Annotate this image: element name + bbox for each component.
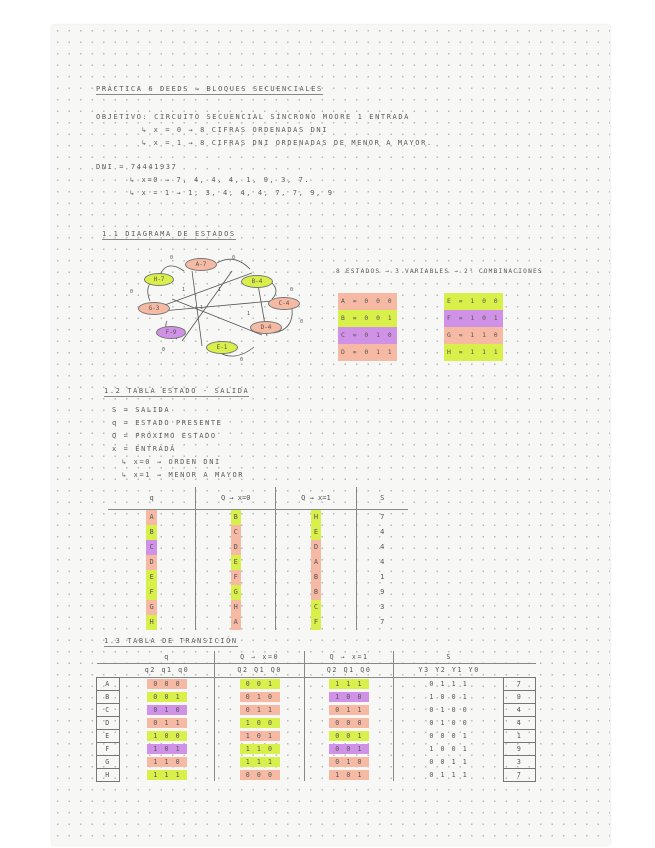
transition-cell bbox=[394, 729, 504, 742]
svg-text:0: 0 bbox=[240, 357, 244, 363]
state-output-cell bbox=[356, 615, 408, 630]
transition-cell bbox=[304, 716, 393, 729]
transition-cell bbox=[304, 677, 393, 690]
transition-cell bbox=[504, 755, 536, 768]
transition-cell bbox=[97, 729, 120, 742]
cell-s: 4 bbox=[380, 557, 385, 566]
cell-q-x0-bits: 0 0 1 bbox=[240, 679, 280, 689]
cell-q-x0-bits: 0 0 0 bbox=[240, 770, 280, 780]
legend-x1: ↳ x=1 → MENOR A MAYOR bbox=[122, 471, 245, 479]
objective-line-2: ↳ x = 0 → 8 CIFRAS ORDENADAS DNI bbox=[142, 126, 329, 134]
cell-q-x1: E bbox=[311, 525, 321, 540]
transition-cell bbox=[304, 729, 393, 742]
state-label: B bbox=[105, 692, 111, 701]
cell-s-bits: 0 0 1 1 bbox=[429, 757, 469, 766]
cell-q-x1: B bbox=[311, 585, 321, 600]
state-output-row bbox=[108, 525, 408, 540]
cell-q-x0: F bbox=[231, 570, 241, 585]
transition-cell bbox=[215, 742, 304, 755]
cell-q-x1-bits: 0 0 1 bbox=[329, 744, 369, 754]
state-label: C bbox=[105, 705, 111, 714]
header-q: q bbox=[149, 493, 154, 502]
cell-q-x1: A bbox=[311, 555, 321, 570]
cell-q-x0-bits: 0 1 1 bbox=[240, 705, 280, 715]
svg-text:0: 0 bbox=[170, 255, 174, 261]
svg-text:0: 0 bbox=[162, 347, 166, 353]
cell-decimal: 7 bbox=[516, 679, 523, 688]
transition-cell bbox=[97, 716, 120, 729]
transition-cell bbox=[215, 729, 304, 742]
cell-q-bits: 1 1 0 bbox=[147, 757, 187, 767]
code-c: C = 0 1 0 bbox=[338, 327, 397, 344]
cell-q-x1: F bbox=[311, 615, 321, 630]
section-1-1-title: 1.1 DIAGRAMA DE ESTADOS bbox=[102, 230, 236, 238]
transition-cell bbox=[97, 677, 120, 690]
cell-s: 1 bbox=[380, 572, 385, 581]
page-title: PRÁCTICA 6 DEEDS → BLOQUES SECUENCIALES bbox=[96, 85, 323, 93]
cell-q: F bbox=[146, 585, 156, 600]
transition-cell bbox=[97, 742, 120, 755]
state-output-cell bbox=[356, 525, 408, 540]
header-s: S bbox=[356, 487, 408, 509]
header-q-x0: Q → x=0 bbox=[196, 487, 276, 509]
cell-q-bits: 0 0 0 bbox=[147, 679, 187, 689]
transition-cell bbox=[120, 768, 215, 781]
section-1-3-title: 1.3 TABLA DE TRANSICIÓN bbox=[104, 637, 238, 645]
state-node-f: F-9 bbox=[156, 326, 186, 339]
cell-q: D bbox=[146, 555, 156, 570]
state-output-cell bbox=[356, 570, 408, 585]
transition-cell bbox=[120, 690, 215, 703]
variables-note: 8 ESTADOS → 3 VARIABLES → 2³ COMBINACIONES bbox=[336, 268, 543, 275]
cell-q-x0: H bbox=[231, 600, 241, 615]
transition-cell bbox=[304, 742, 393, 755]
state-node-d: D-4 bbox=[250, 321, 282, 334]
cell-q-x0-bits: 1 0 0 bbox=[240, 718, 280, 728]
cell-decimal: 9 bbox=[516, 692, 523, 701]
state-label: H bbox=[105, 770, 111, 779]
cell-s-bits: 0 1 1 1 bbox=[429, 770, 469, 779]
state-label: D bbox=[105, 718, 111, 727]
transition-cell bbox=[304, 703, 393, 716]
state-label: G bbox=[105, 757, 111, 766]
transition-cell bbox=[394, 703, 504, 716]
transition-cell bbox=[120, 742, 215, 755]
transition-cell bbox=[304, 690, 393, 703]
transition-row bbox=[97, 690, 536, 703]
cell-s: 7 bbox=[380, 512, 385, 521]
cell-s-bits: 0 1 1 1 bbox=[429, 679, 469, 688]
group-header-q-x0: Q → x=0 bbox=[215, 651, 304, 663]
transition-row bbox=[97, 677, 536, 690]
code-e: E = 1 0 0 bbox=[444, 293, 503, 310]
transition-row bbox=[97, 755, 536, 768]
state-output-cell bbox=[196, 585, 276, 600]
state-output-cell bbox=[356, 585, 408, 600]
cell-s-bits: 1 0 0 1 bbox=[429, 692, 469, 701]
svg-text:1: 1 bbox=[200, 305, 204, 311]
transition-cell bbox=[394, 768, 504, 781]
cell-q-bits: 0 1 0 bbox=[147, 705, 187, 715]
transition-table bbox=[96, 651, 536, 782]
state-output-cell bbox=[108, 585, 196, 600]
state-label: F bbox=[105, 744, 111, 753]
dni-line-3: ↳ x = 1 → 1, 3, 4, 4, 4, 7, 7, 9, 9 bbox=[130, 189, 334, 197]
transition-cell bbox=[215, 677, 304, 690]
transition-cell bbox=[97, 755, 120, 768]
cell-q: G bbox=[146, 600, 156, 615]
code-h: H = 1 1 1 bbox=[444, 344, 503, 361]
cell-s: 3 bbox=[380, 602, 385, 611]
group-header-q: q bbox=[164, 652, 170, 661]
cell-q-x0: G bbox=[231, 585, 241, 600]
state-output-cell bbox=[276, 615, 356, 630]
cell-q-bits: 1 1 1 bbox=[147, 770, 187, 780]
cell-q-x1-bits: 0 1 0 bbox=[329, 757, 369, 767]
state-node-c: C-4 bbox=[268, 297, 300, 310]
cell-q-bits: 0 0 1 bbox=[147, 692, 187, 702]
sub-header-s: Y3 Y2 Y1 Y0 bbox=[394, 663, 504, 677]
state-output-cell bbox=[196, 615, 276, 630]
code-d: D = 0 1 1 bbox=[338, 344, 397, 361]
cell-q-bits: 1 0 1 bbox=[147, 744, 187, 754]
transition-cell bbox=[215, 716, 304, 729]
transition-cell bbox=[504, 677, 536, 690]
state-output-cell bbox=[196, 509, 276, 525]
state-output-cell bbox=[276, 540, 356, 555]
transition-cell bbox=[394, 677, 504, 690]
cell-q-x0: C bbox=[231, 525, 241, 540]
state-output-cell bbox=[108, 600, 196, 615]
cell-q-x1: C bbox=[311, 600, 321, 615]
cell-q-x0: B bbox=[231, 510, 241, 525]
cell-s-bits: 0 1 0 0 bbox=[429, 705, 469, 714]
cell-q: E bbox=[146, 570, 156, 585]
transition-cell bbox=[215, 768, 304, 781]
cell-q-x1-bits: 1 0 0 bbox=[329, 692, 369, 702]
cell-q-x0: D bbox=[231, 540, 241, 555]
cell-q-x1: D bbox=[311, 540, 321, 555]
section-1-2-title: 1.2 TABLA ESTADO - SALIDA bbox=[104, 387, 250, 395]
sub-header-q-x1: Q2 Q1 Q0 bbox=[304, 663, 393, 677]
sub-header-q-x0: Q2 Q1 Q0 bbox=[215, 663, 304, 677]
cell-q-x1: H bbox=[311, 510, 321, 525]
transition-cell bbox=[504, 729, 536, 742]
notebook-page bbox=[52, 25, 610, 845]
legend-x0: ↳ x=0 → ORDEN DNI bbox=[122, 458, 221, 466]
transition-cell bbox=[215, 703, 304, 716]
state-output-cell bbox=[196, 555, 276, 570]
cell-decimal: 9 bbox=[516, 744, 523, 753]
svg-text:1: 1 bbox=[182, 287, 186, 293]
state-output-cell bbox=[196, 570, 276, 585]
transition-cell bbox=[304, 755, 393, 768]
state-output-cell bbox=[356, 509, 408, 525]
state-output-row bbox=[108, 615, 408, 630]
state-output-cell bbox=[108, 615, 196, 630]
state-output-cell bbox=[276, 585, 356, 600]
state-output-cell bbox=[108, 509, 196, 525]
transition-cell bbox=[504, 768, 536, 781]
cell-q-x1-bits: 0 0 0 bbox=[329, 718, 369, 728]
state-output-row bbox=[108, 570, 408, 585]
state-output-cell bbox=[108, 540, 196, 555]
state-output-cell bbox=[276, 600, 356, 615]
cell-q-x1-bits: 1 0 1 bbox=[329, 770, 369, 780]
transition-cell bbox=[504, 716, 536, 729]
cell-q-x0-bits: 1 0 1 bbox=[240, 731, 280, 741]
sub-header-q: q2 q1 q0 bbox=[144, 666, 190, 674]
cell-q-x0: E bbox=[231, 555, 241, 570]
cell-q-bits: 1 0 0 bbox=[147, 731, 187, 741]
svg-text:0: 0 bbox=[300, 319, 304, 325]
transition-row bbox=[97, 768, 536, 781]
cell-q-x1: B bbox=[311, 570, 321, 585]
cell-q: H bbox=[146, 615, 156, 630]
cell-q-x0-bits: 0 1 0 bbox=[240, 692, 280, 702]
transition-cell bbox=[97, 768, 120, 781]
code-f: F = 1 0 1 bbox=[444, 310, 503, 327]
cell-q-x1-bits: 1 1 1 bbox=[329, 679, 369, 689]
state-output-cell bbox=[108, 555, 196, 570]
legend-s: S = SALIDA bbox=[112, 406, 171, 414]
cell-decimal: 4 bbox=[516, 705, 523, 714]
cell-s-bits: 0 1 0 0 bbox=[429, 718, 469, 727]
cell-q-x0-bits: 1 1 1 bbox=[240, 757, 280, 767]
transition-cell bbox=[97, 703, 120, 716]
cell-s: 4 bbox=[380, 542, 385, 551]
svg-text:0: 0 bbox=[232, 255, 236, 261]
svg-text:0: 0 bbox=[130, 289, 134, 295]
state-node-g: G-3 bbox=[138, 302, 170, 315]
transition-cell bbox=[120, 677, 215, 690]
state-output-row bbox=[108, 555, 408, 570]
transition-cell bbox=[504, 690, 536, 703]
group-header-q-x1: Q → x=1 bbox=[304, 651, 393, 663]
cell-s: 9 bbox=[380, 587, 385, 596]
code-a: A = 0 0 0 bbox=[338, 293, 397, 310]
cell-q-x0: A bbox=[231, 615, 241, 630]
svg-text:1: 1 bbox=[247, 311, 251, 317]
transition-cell bbox=[97, 690, 120, 703]
transition-cell bbox=[215, 755, 304, 768]
transition-row bbox=[97, 729, 536, 742]
svg-text:1: 1 bbox=[218, 287, 222, 293]
state-output-row bbox=[108, 600, 408, 615]
cell-q: A bbox=[146, 510, 156, 525]
transition-row bbox=[97, 703, 536, 716]
state-node-e: E-1 bbox=[206, 341, 238, 354]
header-q-x1: Q → x=1 bbox=[276, 487, 356, 509]
dni-line-1: DNI = 74441937 bbox=[96, 163, 178, 171]
state-output-cell bbox=[196, 540, 276, 555]
state-output-cell bbox=[108, 525, 196, 540]
cell-q: B bbox=[146, 525, 156, 540]
legend-next-q: Q = PRÓXIMO ESTADO bbox=[112, 432, 217, 440]
dni-line-2: ↳ x=0 → 7, 4, 4, 4, 1, 9, 3, 7. bbox=[130, 176, 311, 184]
state-node-b: B-4 bbox=[241, 275, 273, 288]
state-output-cell bbox=[276, 509, 356, 525]
objective-line-1: OBJETIVO: CIRCUITO SECUENCIAL SÍNCRONO MOORE 1 ENTRADA bbox=[96, 113, 410, 121]
transition-cell bbox=[120, 716, 215, 729]
cell-decimal: 1 bbox=[516, 731, 523, 740]
transition-cell bbox=[504, 703, 536, 716]
cell-q-x0-bits: 1 1 0 bbox=[240, 744, 280, 754]
legend-q: q = ESTADO PRESENTE bbox=[112, 419, 223, 427]
cell-s-bits: 0 0 0 1 bbox=[429, 731, 469, 740]
transition-cell bbox=[304, 768, 393, 781]
transition-row bbox=[97, 716, 536, 729]
state-label: A bbox=[105, 679, 111, 688]
state-output-cell bbox=[276, 570, 356, 585]
svg-text:0: 0 bbox=[290, 287, 294, 293]
state-output-row bbox=[108, 509, 408, 525]
code-b: B = 0 0 1 bbox=[338, 310, 397, 327]
transition-cell bbox=[120, 755, 215, 768]
cell-q-x1-bits: 0 0 1 bbox=[329, 731, 369, 741]
cell-decimal: 3 bbox=[516, 757, 523, 766]
state-output-table bbox=[108, 487, 408, 630]
objective-line-3: ↳ x = 1 → 8 CIFRAS DNI ORDENADAS DE MENOR A MAYOR. bbox=[142, 139, 433, 147]
state-node-a: A-7 bbox=[185, 258, 217, 271]
state-output-cell bbox=[356, 540, 408, 555]
cell-s-bits: 1 0 0 1 bbox=[429, 744, 469, 753]
cell-decimal: 7 bbox=[516, 770, 523, 779]
transition-cell bbox=[120, 729, 215, 742]
legend-x: x = ENTRADA bbox=[112, 445, 176, 453]
state-codes-right bbox=[444, 293, 503, 361]
transition-cell bbox=[394, 755, 504, 768]
state-output-cell bbox=[356, 600, 408, 615]
state-output-cell bbox=[276, 555, 356, 570]
transition-cell bbox=[394, 690, 504, 703]
state-output-row bbox=[108, 540, 408, 555]
state-node-h: H-7 bbox=[144, 273, 174, 286]
state-output-cell bbox=[196, 525, 276, 540]
state-output-row bbox=[108, 585, 408, 600]
transition-cell bbox=[394, 742, 504, 755]
cell-s: 7 bbox=[380, 617, 385, 626]
transition-row bbox=[97, 742, 536, 755]
cell-decimal: 4 bbox=[516, 718, 523, 727]
cell-q: C bbox=[146, 540, 156, 555]
transition-cell bbox=[504, 742, 536, 755]
state-output-cell bbox=[108, 570, 196, 585]
cell-s: 4 bbox=[380, 527, 385, 536]
state-output-cell bbox=[276, 525, 356, 540]
cell-q-bits: 0 1 1 bbox=[147, 718, 187, 728]
group-header-s: S bbox=[394, 651, 504, 663]
state-codes-left bbox=[338, 293, 397, 361]
cell-q-x1-bits: 0 1 1 bbox=[329, 705, 369, 715]
code-g: G = 1 1 0 bbox=[444, 327, 503, 344]
transition-cell bbox=[215, 690, 304, 703]
state-label: E bbox=[105, 731, 111, 740]
state-output-cell bbox=[356, 555, 408, 570]
transition-cell bbox=[120, 703, 215, 716]
transition-cell bbox=[394, 716, 504, 729]
state-output-cell bbox=[196, 600, 276, 615]
